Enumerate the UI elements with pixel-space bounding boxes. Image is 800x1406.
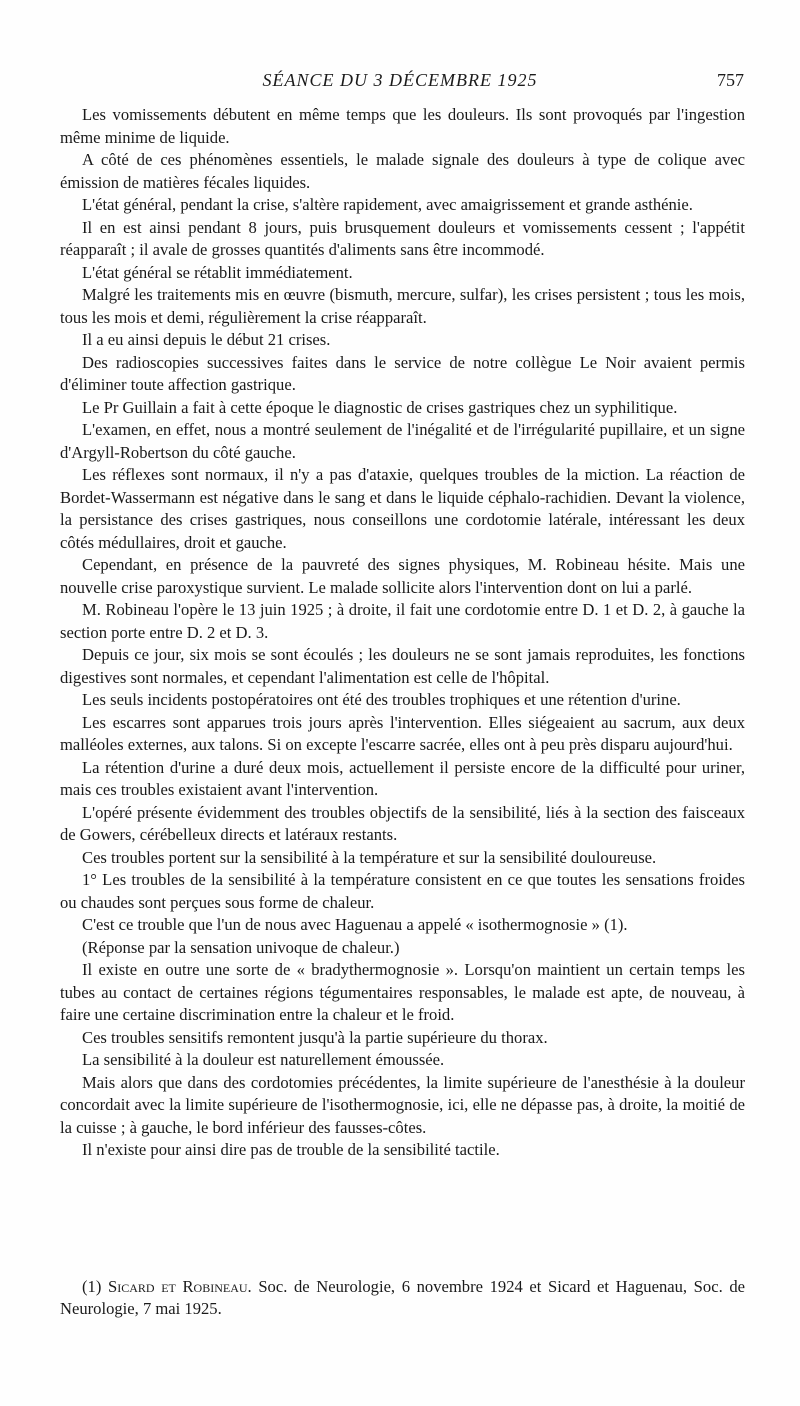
paragraph: La sensibilité à la douleur est naturellement émoussée. [82, 1050, 445, 1069]
paragraph: Ces troubles portent sur la sensibilité à la température et sur la sensibilité douloureuse. [82, 847, 657, 867]
paragraph: Depuis ce jour, six mois se sont écoulés ; les douleurs ne se sont jamais reproduites, les fonctions digestives sont normales, et cependant l'alimentation est celle de l'hôpital. [60, 645, 745, 687]
paragraph: A côté de ces phénomènes essentiels, le malade signale des douleurs à type de colique avec émission de matières fécales liquides. [60, 150, 745, 192]
paragraph: L'état général se rétablit immédiatement. [82, 262, 353, 282]
footnote-paragraph [60, 1276, 745, 1320]
paragraph: M. Robineau l'opère le 13 juin 1925 ; à droite, il fait une cordotomie entre D. 1 et D. 2, à gauche la section porte entre D. 2 et D. 3. [60, 600, 745, 642]
paragraph: Cependant, en présence de la pauvreté des signes physiques, M. Robineau hésite. Mais une nouvelle crise paroxystique survient. Le malade sollicite alors l'intervention dont on lui a parlé. [60, 555, 745, 597]
paragraph: Malgré les traitements mis en œuvre (bismuth, mercure, sulfar), les crises persistent ; tous les mois, tous les mois et demi, régulièrement la crise réapparaît. [60, 285, 745, 327]
footnote [60, 1276, 745, 1320]
paragraph: Ces troubles sensitifs remontent jusqu'à la partie supérieure du thorax. [82, 1027, 548, 1047]
body-text [60, 104, 745, 1162]
running-head: SÉANCE DU 3 DÉCEMBRE 1925 [262, 70, 538, 90]
page-header [0, 70, 800, 98]
paragraph: L'examen, en effet, nous a montré seulement de l'inégalité et de l'irrégularité pupillaire, et un signe d'Argyll-Robertson du côté gauche. [60, 420, 745, 462]
paragraph: Il en est ainsi pendant 8 jours, puis brusquement douleurs et vomissements cessent ; l'appétit réapparaît ; il avale de grosses quantités d'aliments sans être incommodé. [60, 217, 745, 259]
paragraph: Les seuls incidents postopératoires ont été des troubles trophiques et une rétention d'urine. [82, 690, 681, 709]
paragraph: Mais alors que dans des cordotomies précédentes, la limite supérieure de l'anesthésie à la douleur concordait avec la limite supérieure de l'isothermognosie, ici, elle ne dépasse pas, à droite, la moitié de la cuisse ; à gauche, le bord inférieur des fausses-côtes. [60, 1072, 745, 1137]
footnote-authors: Sicard et Robineau. [108, 1277, 252, 1296]
paragraph: Il n'existe pour ainsi dire pas de trouble de la sensibilité tactile. [82, 1140, 500, 1159]
paragraph: Les réflexes sont normaux, il n'y a pas d'ataxie, quelques troubles de la miction. La réaction de Bordet-Wassermann est négative dans le sang et dans le liquide céphalo-rachidien. Devant la violence, la persistance des crises gastriques, nous conseillons une cordotomie latérale, intéressant les deux côtés médullaires, droit et gauche. [60, 465, 745, 552]
paragraph: L'état général, pendant la crise, s'altère rapidement, avec amaigrissement et grande asthénie. [82, 195, 693, 214]
footnote-text: Soc. de Neurologie, 6 novembre 1924 et Sicard et Haguenau, Soc. de Neurologie, 7 mai 1925. [60, 1277, 745, 1318]
paragraph: Les escarres sont apparues trois jours après l'intervention. Elles siégeaient au sacrum, aux deux malléoles externes, aux talons. Si on excepte l'escarre sacrée, elles ont à peu près disparu aujourd'hui. [60, 712, 745, 754]
paragraph: Des radioscopies successives faites dans le service de notre collègue Le Noir avaient permis d'éliminer toute affection gastrique. [60, 352, 745, 394]
footnote-marker: (1) [82, 1277, 102, 1296]
paragraph: C'est ce trouble que l'un de nous avec Haguenau a appelé « isothermognosie » (1). [82, 915, 628, 934]
page-number: 757 [717, 70, 744, 90]
paragraph: Le Pr Guillain a fait à cette époque le diagnostic de crises gastriques chez un syphilitique. [82, 397, 678, 417]
paragraph: (Réponse par la sensation univoque de chaleur.) [82, 937, 400, 957]
paragraph: Les vomissements débutent en même temps que les douleurs. Ils sont provoqués par l'ingestion même minime de liquide. [60, 105, 745, 147]
paragraph: La rétention d'urine a duré deux mois, actuellement il persiste encore de la difficulté pour uriner, mais ces troubles existaient avant l'intervention. [60, 757, 745, 799]
paragraph: Il a eu ainsi depuis le début 21 crises. [82, 330, 331, 349]
paragraph: L'opéré présente évidemment des troubles objectifs de la sensibilité, liés à la section des faisceaux de Gowers, cérébelleux directs et latéraux restants. [60, 802, 745, 844]
paragraph: 1° Les troubles de la sensibilité à la température consistent en ce que toutes les sensations froides ou chaudes sont perçues sous forme de chaleur. [60, 870, 745, 912]
paragraph: Il existe en outre une sorte de « bradythermognosie ». Lorsqu'on maintient un certain temps les tubes au contact de certaines régions tégumentaires responsables, le malade est apte, de nouveau, à faire une certaine discrimination entre la chaleur et le froid. [60, 960, 745, 1024]
